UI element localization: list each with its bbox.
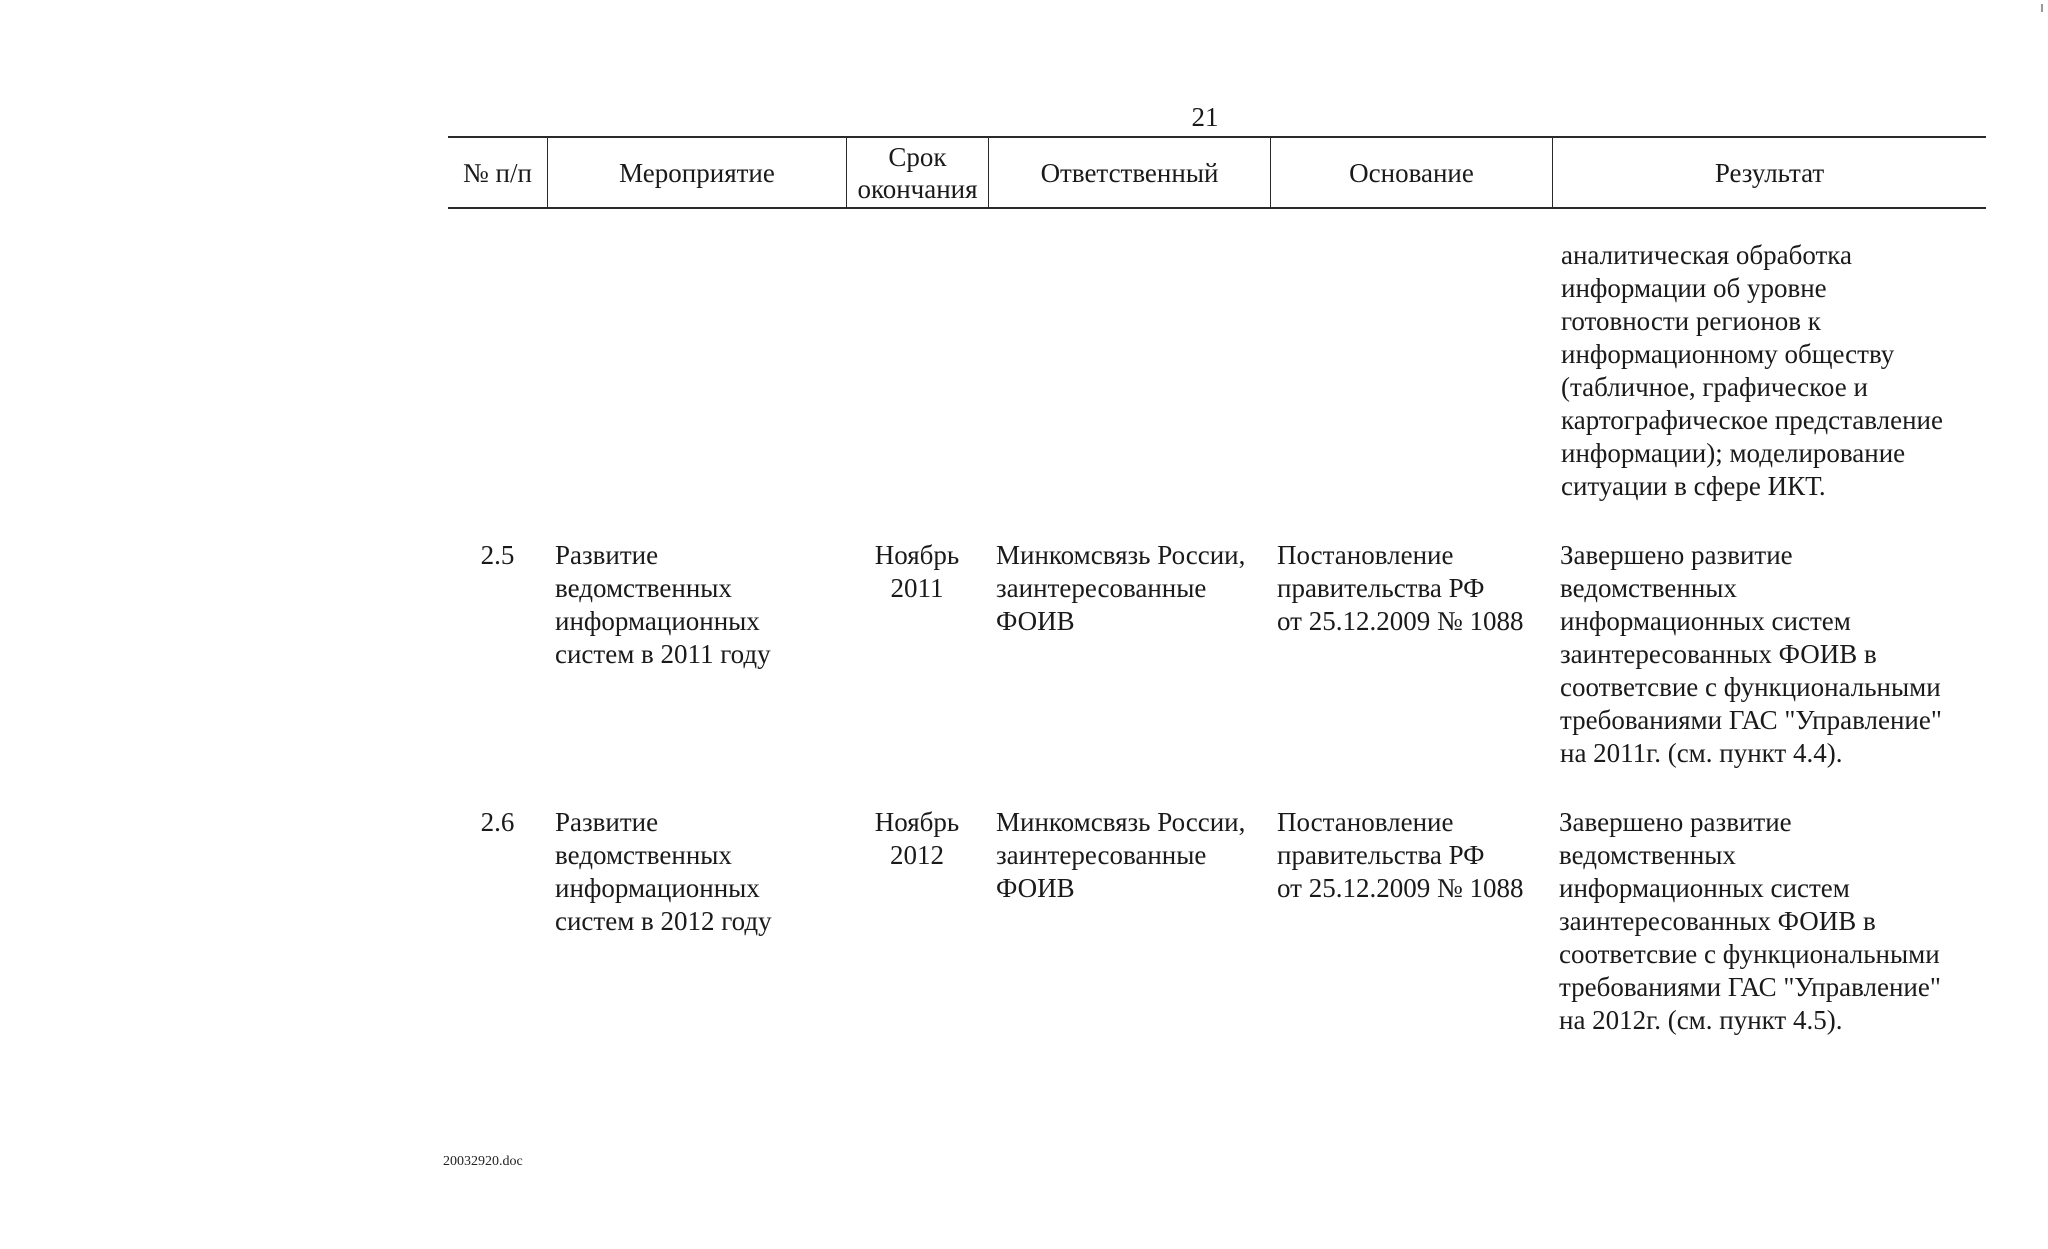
- row-number-cell: 2.5: [480, 540, 515, 570]
- header-num: № п/п: [463, 157, 532, 188]
- scan-artifact: [2041, 4, 2043, 12]
- result-cell: Завершено развитие ведомственных информационных систем заинтересованных ФОИВ в соответсвие с функциональными требованиями ГАС "Управление" на 2012г. (см. пункт 4.5).: [1559, 807, 1941, 1035]
- deadline-cell: Ноябрь 2012: [874, 807, 960, 870]
- row-number-cell: 2.6: [480, 807, 515, 837]
- header-deadline: Срок окончания: [846, 138, 988, 207]
- result-cell: аналитическая обработка информации об уровне готовности регионов к информационному обществу (табличное, графическое и картографическое представление информации); моделирование ситуации в сфере ИКТ.: [1561, 240, 1943, 501]
- header-basis: Основание: [1270, 138, 1552, 207]
- header-responsible: Ответственный: [988, 138, 1270, 207]
- plan-table: [448, 136, 1986, 1035]
- table-header-row: [448, 136, 1986, 209]
- measure-cell: Развитие ведомственных информационных систем в 2011 году: [555, 540, 771, 669]
- result-cell: Завершено развитие ведомственных информационных систем заинтересованных ФОИВ в соответсвие с функциональными требованиями ГАС "Управление" на 2011г. (см. пункт 4.4).: [1560, 540, 1942, 768]
- footer-filename: 20032920.doc: [443, 1154, 523, 1169]
- measure-cell: Развитие ведомственных информационных систем в 2012 году: [555, 807, 772, 936]
- page-number: 21: [1191, 102, 1219, 132]
- header-measure: Мероприятие: [547, 138, 846, 207]
- responsible-cell: Минкомсвязь России, заинтересованные ФОИВ: [996, 540, 1246, 636]
- basis-cell: Постановление правительства РФ от 25.12.2009 № 1088: [1277, 540, 1524, 636]
- deadline-cell: Ноябрь 2011: [874, 540, 960, 603]
- basis-cell: Постановление правительства РФ от 25.12.2009 № 1088: [1277, 807, 1524, 903]
- header-result: Результат: [1552, 138, 1986, 207]
- responsible-cell: Минкомсвязь России, заинтересованные ФОИВ: [996, 807, 1246, 903]
